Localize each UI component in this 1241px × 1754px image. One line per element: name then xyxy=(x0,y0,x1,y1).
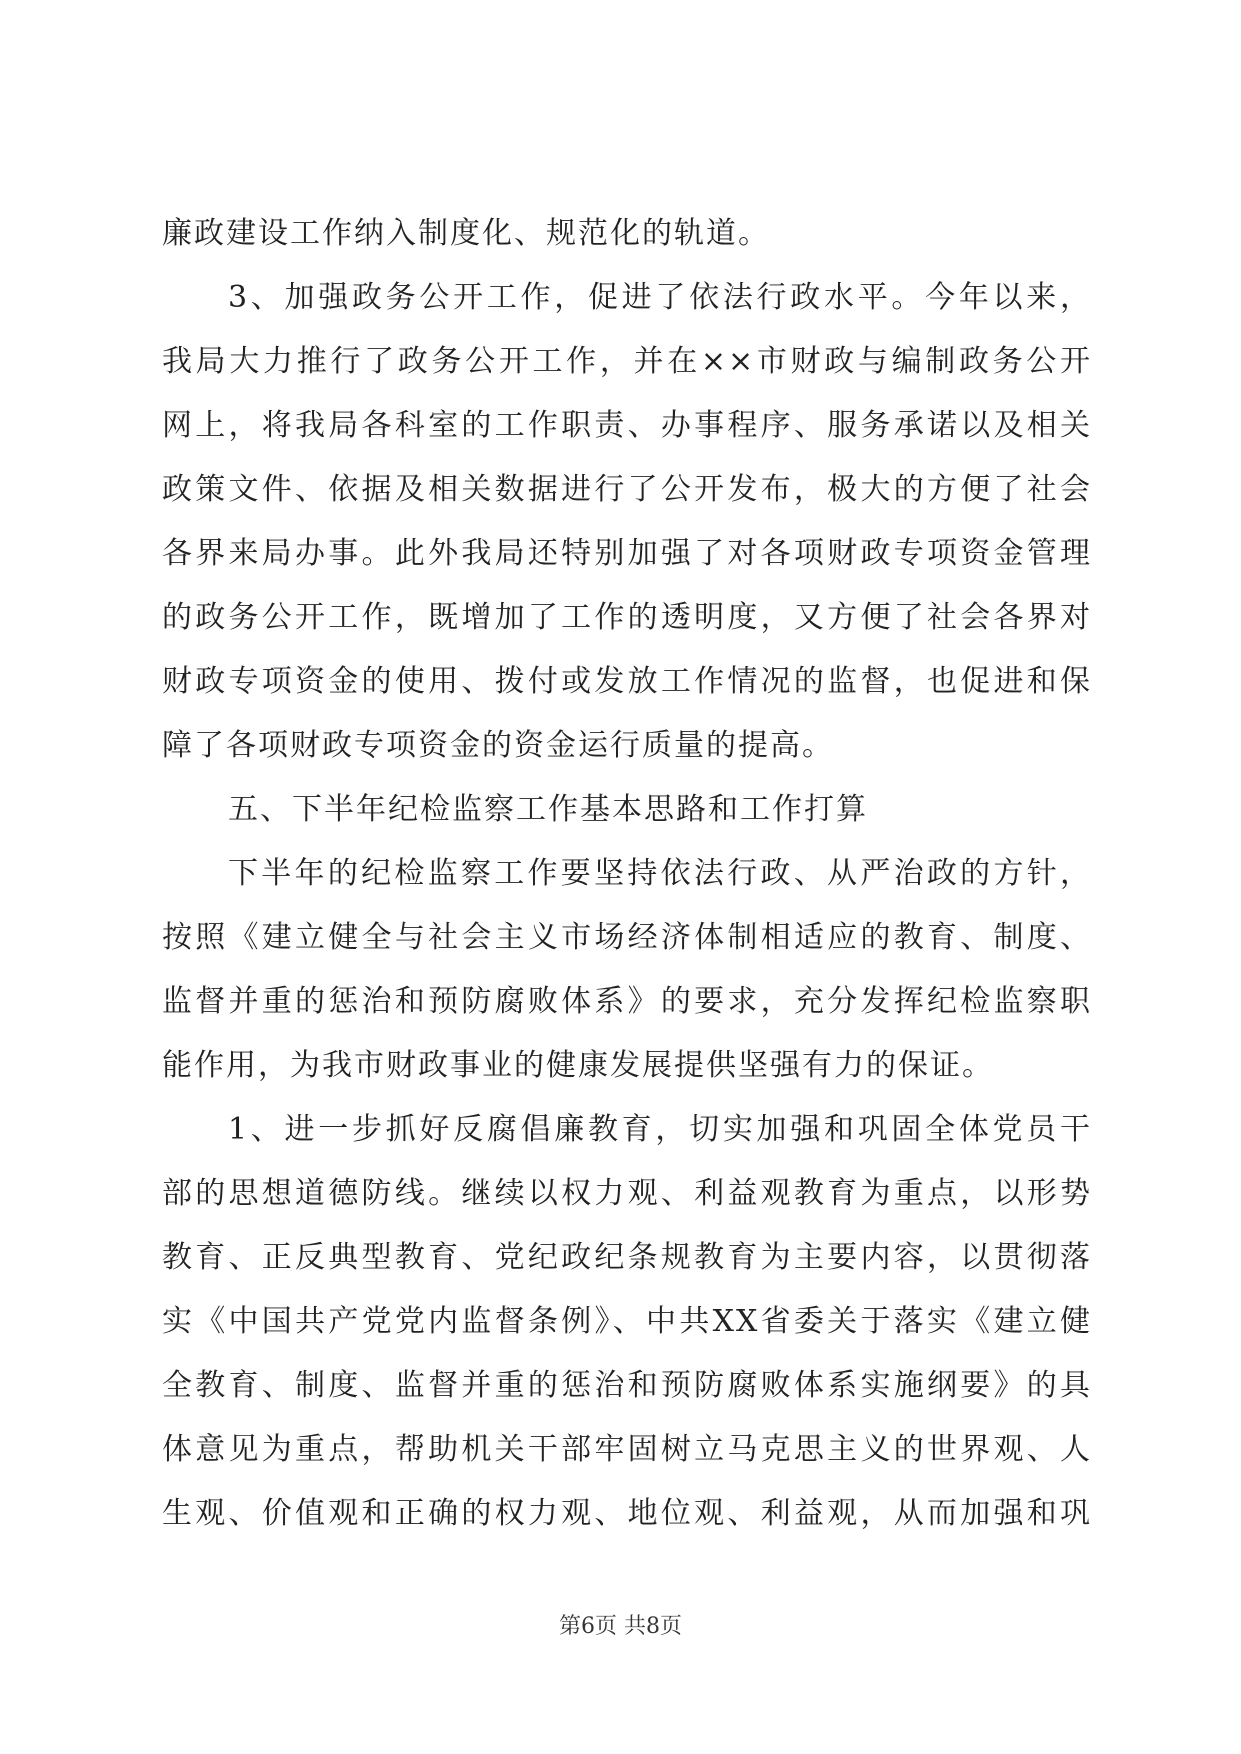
text-line: 我局大力推行了政务公开工作，并在××市财政与编制政务公开 xyxy=(162,344,1092,379)
text-line: 能作用，为我市财政事业的健康发展提供坚强有力的保证。 xyxy=(162,1048,994,1083)
text-line: 监督并重的惩治和预防腐败体系》的要求，充分发挥纪检监察职 xyxy=(162,984,1092,1019)
text-line: 生观、价值观和正确的权力观、地位观、利益观，从而加强和巩 xyxy=(162,1496,1092,1531)
text-line: 网上，将我局各科室的工作职责、办事程序、服务承诺以及相关 xyxy=(162,408,1092,443)
text-line: 部的思想道德防线。继续以权力观、利益观教育为重点，以形势 xyxy=(162,1176,1092,1211)
text-line: 按照《建立健全与社会主义市场经济体制相适应的教育、制度、 xyxy=(162,920,1092,955)
text-line: 全教育、制度、监督并重的惩治和预防腐败体系实施纲要》的具 xyxy=(162,1368,1092,1403)
page-number-footer: 第6页 共8页 xyxy=(559,1614,682,1639)
text-line: 廉政建设工作纳入制度化、规范化的轨道。 xyxy=(162,216,770,251)
text-line: 教育、正反典型教育、党纪政纪条规教育为主要内容，以贯彻落 xyxy=(162,1240,1092,1275)
text-line: 财政专项资金的使用、拨付或发放工作情况的监督，也促进和保 xyxy=(162,664,1092,699)
text-line: 实《中国共产党党内监督条例》、中共XX省委关于落实《建立健 xyxy=(162,1304,1092,1339)
text-line: 体意见为重点，帮助机关干部牢固树立马克思主义的世界观、人 xyxy=(162,1432,1092,1467)
text-line: 的政务公开工作，既增加了工作的透明度，又方便了社会各界对 xyxy=(162,600,1092,635)
text-line: 障了各项财政专项资金的资金运行质量的提高。 xyxy=(162,728,834,763)
text-line: 下半年的纪检监察工作要坚持依法行政、从严治政的方针， xyxy=(228,856,1092,891)
text-line: 3、加强政务公开工作，促进了依法行政水平。今年以来， xyxy=(228,280,1092,315)
section-heading: 五、下半年纪检监察工作基本思路和工作打算 xyxy=(228,792,868,827)
text-line: 政策文件、依据及相关数据进行了公开发布，极大的方便了社会 xyxy=(162,472,1092,507)
text-line: 1、进一步抓好反腐倡廉教育，切实加强和巩固全体党员干 xyxy=(228,1112,1092,1147)
text-line: 各界来局办事。此外我局还特别加强了对各项财政专项资金管理 xyxy=(162,536,1092,571)
